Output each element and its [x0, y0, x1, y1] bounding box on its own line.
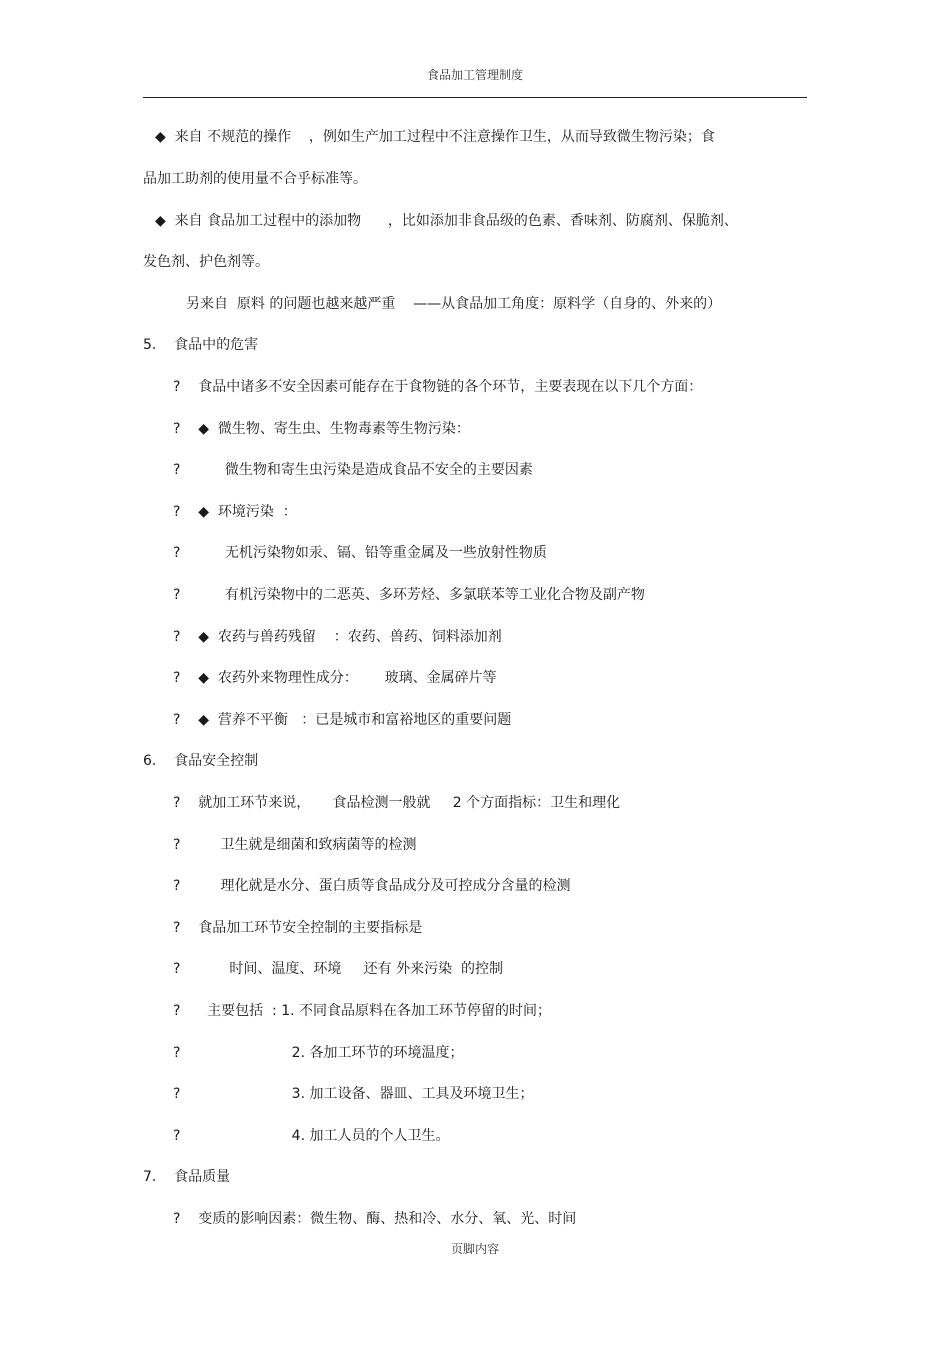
list-item: ? 无机污染物如汞、镉、铅等重金属及一些放射性物质 — [173, 545, 547, 561]
header-divider — [143, 97, 807, 98]
section-heading: 5. 食品中的危害 — [143, 337, 259, 353]
paragraph-line: ◆ 来自 食品加工过程中的添加物 ，比如添加非食品级的色素、香味剂、防腐剂、保脆剂、 — [155, 213, 738, 229]
paragraph-line: ◆ 来自 不规范的操作 ，例如生产加工过程中不注意操作卫生，从而导致微生物污染；食 — [155, 129, 715, 145]
list-item: ? 时间、温度、环境 还有 外来污染 的控制 — [173, 961, 503, 977]
list-item: ? ◆ 农药与兽药残留 ：农药、兽药、饲料添加剂 — [173, 629, 502, 645]
list-item: ? 就加工环节来说， 食品检测一般就 2 个方面指标：卫生和理化 — [173, 795, 621, 811]
list-item: ? 变质的影响因素：微生物、酶、热和冷、水分、氧、光、时间 — [173, 1211, 577, 1227]
list-item: ? 食品加工环节安全控制的主要指标是 — [173, 920, 423, 936]
list-item: ? 2. 各加工环节的环境温度； — [173, 1045, 464, 1061]
page-header: 食品加工管理制度 — [426, 68, 523, 82]
list-item: ? ◆ 营养不平衡 ：已是城市和富裕地区的重要问题 — [173, 712, 512, 728]
list-item: ? 卫生就是细菌和致病菌等的检测 — [173, 837, 417, 853]
page-footer: 页脚内容 — [450, 1242, 499, 1256]
list-item: ? ◆ 环境污染 ： — [173, 504, 297, 520]
list-item: ? ◆ 微生物、寄生虫、生物毒素等生物污染： — [173, 421, 470, 437]
list-item: ? 微生物和寄生虫污染是造成食品不安全的主要因素 — [173, 462, 533, 478]
list-item: ? 有机污染物中的二恶英、多环芳烃、多氯联苯等工业化合物及副产物 — [173, 587, 645, 603]
list-item: ? 理化就是水分、蛋白质等食品成分及可控成分含量的检测 — [173, 878, 571, 894]
list-item: ? 4. 加工人员的个人卫生。 — [173, 1128, 450, 1144]
section-heading: 7. 食品质量 — [143, 1169, 231, 1185]
list-item: ? ◆ 农药外来物理性成分： 玻璃、金属碎片等 — [173, 670, 497, 686]
list-item: ? 主要包括 : 1. 不同食品原料在各加工环节停留的时间； — [173, 1003, 552, 1019]
list-item: ? 3. 加工设备、器皿、工具及环境卫生； — [173, 1086, 534, 1102]
list-item: ? 食品中诸多不安全因素可能存在于食物链的各个环节，主要表现在以下几个方面： — [173, 379, 703, 395]
paragraph-line: 品加工助剂的使用量不合乎标准等。 — [143, 171, 367, 187]
paragraph-line: 另来自 原料 的问题也越来越严重 ——从食品加工角度：原料学（自身的、外来的） — [186, 296, 722, 312]
section-heading: 6. 食品安全控制 — [143, 753, 259, 769]
paragraph-line: 发色剂、护色剂等。 — [143, 254, 269, 270]
